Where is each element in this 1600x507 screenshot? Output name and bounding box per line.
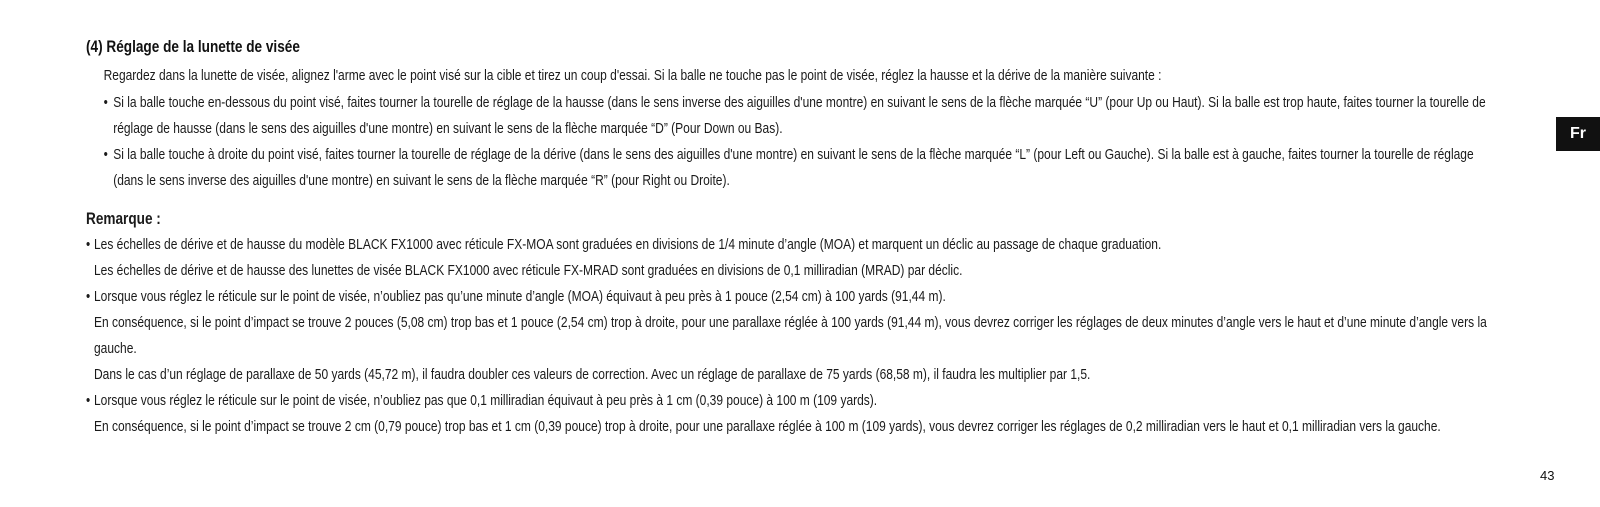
remark-line: En conséquence, si le point d’impact se trouve 2 pouces (5,08 cm) trop bas et 1 pouce (2,54 cm) trop à droite, pour une parallaxe réglée à 100 yards (91,44 m), vous devrez corriger les réglages de deux minutes d’angle vers le haut et d’une minute d’angle vers la gauche. <box>94 314 1487 357</box>
section-title: (4) Réglage de la lunette de visée <box>86 37 300 56</box>
remark-line: Lorsque vous réglez le réticule sur le point de visée, n’oubliez pas qu’une minute d’angle (MOA) équivaut à peu près à 1 pouce (2,54 cm) à 100 yards (91,44 m). <box>94 288 946 305</box>
list-item <box>86 90 1506 142</box>
bullet-dot: • <box>103 94 108 111</box>
bullet-dot: • <box>86 236 91 253</box>
text-column <box>86 36 1506 440</box>
remark-line: En conséquence, si le point d’impact se trouve 2 cm (0,79 pouce) trop bas et 1 cm (0,39 pouce) trop à droite, pour une parallaxe réglée à 100 m (109 yards), vous devrez corriger les réglages de 0,2 milliradian vers le haut et 0,1 milliradian vers la gauche. <box>94 418 1441 435</box>
list-item <box>86 284 1506 388</box>
page-content <box>86 36 1506 440</box>
bullet-text: Si la balle touche à droite du point visé, faites tourner la tourelle de réglage de la dérive (dans le sens des aiguilles d'une montre) en suivant le sens de la flèche marquée “L” (pour Left ou Gauche). Si la balle est à gauche, faites tourner la tourelle de réglage (dans le sens inverse des aiguilles d'une montre) en suivant le sens de la flèche marquée “R” (pour Right ou Droite). <box>113 146 1474 189</box>
list-item <box>86 232 1506 284</box>
page-number: 43 <box>1540 468 1555 483</box>
bullet-dot: • <box>86 288 91 305</box>
bullet-dot: • <box>86 392 91 409</box>
remark-line: Lorsque vous réglez le réticule sur le point de visée, n’oubliez pas que 0,1 milliradian équivaut à peu près à 1 cm (0,39 pouce) à 100 m (109 yards). <box>94 392 878 409</box>
language-tab: Fr <box>1556 117 1600 151</box>
remark-title: Remarque : <box>86 209 161 228</box>
adjustment-list <box>86 90 1506 194</box>
bullet-dot: • <box>103 146 108 163</box>
bullet-text: Si la balle touche en-dessous du point visé, faites tourner la tourelle de réglage de la hausse (dans le sens inverse des aiguilles d'une montre) en suivant le sens de la flèche marquée “U” (pour Up ou Haut). Si la balle est trop haute, faites tourner la tourelle de réglage de hausse (dans le sens des aiguilles d'une montre) en suivant le sens de la flèche marquée “D” (Pour Down ou Bas). <box>113 94 1486 137</box>
remark-line: Les échelles de dérive et de hausse des lunettes de visée BLACK FX1000 avec réticule FX-MRAD sont graduées en divisions de 0,1 milliradian (MRAD) par déclic. <box>94 262 963 279</box>
remark-line: Les échelles de dérive et de hausse du modèle BLACK FX1000 avec réticule FX-MOA sont graduées en divisions de 1/4 minute d’angle (MOA) et marquent un déclic au passage de chaque graduation. <box>94 236 1162 253</box>
list-item <box>86 388 1506 440</box>
list-item <box>86 142 1506 194</box>
section-intro: Regardez dans la lunette de visée, alignez l'arme avec le point visé sur la cible et tirez un coup d'essai. Si la balle ne touche pas le point de visée, réglez la hausse et la dérive de la manière suivante : <box>103 67 1162 84</box>
remark-line: Dans le cas d’un réglage de parallaxe de 50 yards (45,72 m), il faudra doubler ces valeurs de correction. Avec un réglage de parallaxe de 75 yards (68,58 m), il faudra les multiplier par 1,5. <box>94 366 1091 383</box>
remark-list <box>86 232 1506 440</box>
